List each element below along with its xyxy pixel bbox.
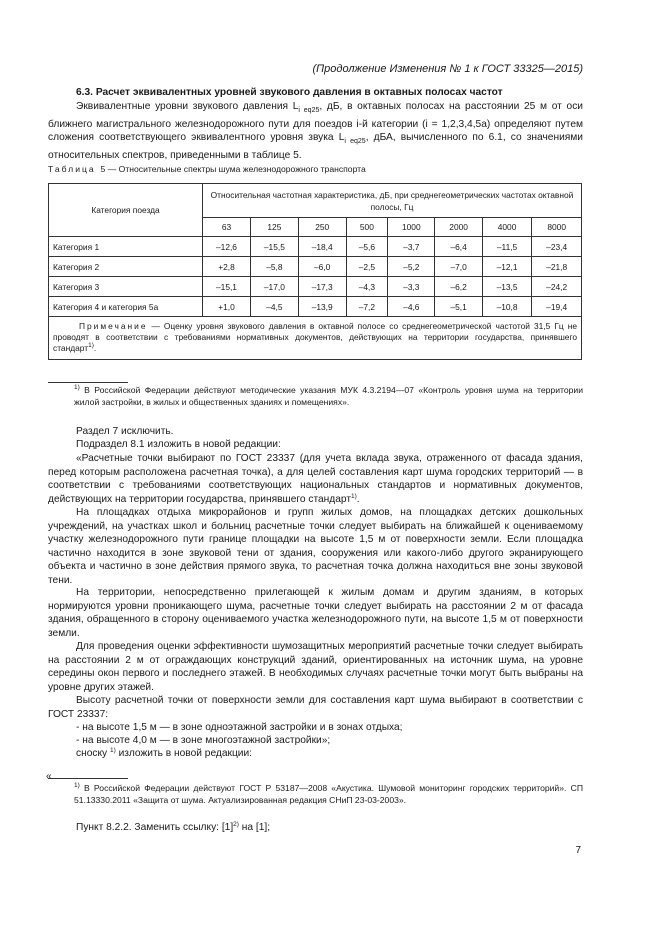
freq-header: 125	[250, 218, 298, 237]
section-title: 6.3. Расчет эквивалентных уровней звукового давления в октавных полосах частот	[76, 87, 503, 98]
freq-header: 500	[346, 218, 388, 237]
table-row	[49, 237, 582, 257]
table-cell: –13,9	[298, 297, 346, 317]
row-category: Категория 1	[49, 237, 203, 257]
footnote-rule-2	[48, 778, 128, 779]
quote-open: «	[46, 771, 52, 782]
table-cell: –5,2	[388, 257, 435, 277]
col-header-category: Категория поезда	[49, 184, 203, 237]
table-cell: –21,8	[532, 257, 582, 277]
table-body	[49, 237, 582, 317]
table-row	[49, 277, 582, 297]
row-category: Категория 2	[49, 257, 203, 277]
line-section-7: Раздел 7 исключить.	[76, 426, 174, 437]
table-cell: +1,0	[203, 297, 251, 317]
table-cell: –4,6	[388, 297, 435, 317]
table-cell: –18,4	[298, 237, 346, 257]
spectra-table	[48, 183, 582, 360]
freq-header: 8000	[532, 218, 582, 237]
last-line: Пункт 8.2.2. Заменить ссылку: $[1]^{2)}$ на [1];	[76, 821, 271, 833]
table-cell: –3,7	[388, 237, 435, 257]
table-cell: –17,3	[298, 277, 346, 297]
list-item-1: - на высоте 1,5 м — в зоне одноэтажной застройки и в зонах отдыха;	[76, 722, 403, 733]
freq-header: 250	[298, 218, 346, 237]
table-cell: –5,6	[346, 237, 388, 257]
table-cell: –12,1	[482, 257, 532, 277]
footnote-2: $^{1)}$ В Российской Федерации действуют ГОСТ Р 53187—2008 «Акустика. Шумовой мониторинг городских территорий». СП 51.13330.2011 «Защита от шума. Актуализированная редакция СНиП 23-03-2003».	[74, 782, 583, 805]
table-row	[49, 257, 582, 277]
table-caption: Таблица 5 — Относительные спектры шума железнодорожного транспорта	[48, 164, 366, 174]
list-item-2: - на высоте 4,0 м — в зоне многоэтажной застройки»;	[76, 735, 331, 746]
table-cell: –15,1	[203, 277, 251, 297]
table-cell: +2,8	[203, 257, 251, 277]
footnote-rule	[48, 382, 128, 383]
col-header-group: Относительная частотная характеристика, дБ, при среднегеометрических частотах октавной полосы, Гц	[203, 184, 582, 218]
table-cell: –11,5	[482, 237, 532, 257]
table-cell: –13,5	[482, 277, 532, 297]
table-row	[49, 297, 582, 317]
paragraph-7: Высоту расчетной точки от поверхности земли для составления карт шума выбирают в соответствии с ГОСТ 23337:	[48, 695, 583, 720]
row-category: Категория 4 и категория 5а	[49, 297, 203, 317]
paragraph-4: На площадках отдыха микрорайонов и групп жилых домов, на площадках детских дошкольных учреждений, на участках школ и больниц расчетные точки следует выбирать на ближайшей к оцениваемому участку железнодорожного пути границе площадки на высоте 1,5 м от поверхности земли. Если площадка частично находится в зоне звуковой тени от здания, сооружения или какого-либо другого экранирующего объекта и частично в зоне действия прямого звука, то расчетная точка должна находиться вне зоны звуковой тени.	[48, 507, 583, 586]
paragraph-5: На территории, непосредственно прилегающей к жилым домам и другим зданиям, в которых нормируются уровни проникающего шума, расчетные точки следует выбирать на расстоянии 2 м от фасада здания, обращенного в сторону оцениваемого участка железнодорожного пути, на высоте 1,5 м от поверхности земли.	[48, 587, 583, 639]
table-cell: –6,4	[435, 237, 482, 257]
table-cell: –5,1	[435, 297, 482, 317]
table-cell: –5,8	[250, 257, 298, 277]
table-cell: –23,4	[532, 237, 582, 257]
freq-header: 1000	[388, 218, 435, 237]
row-category: Категория 3	[49, 277, 203, 297]
table-cell: –7,0	[435, 257, 482, 277]
freq-header: 63	[203, 218, 251, 237]
table-cell: –24,2	[532, 277, 582, 297]
table-cell: –3,3	[388, 277, 435, 297]
footnote-1: $^{1)}$ В Российской Федерации действуют методические указания МУК 4.3.2194—07 «Контроль уровня шума на территории жилой застройки, в жилых и общественных зданиях и помещениях».	[74, 384, 583, 407]
running-header: (Продолжение Изменения № 1 к ГОСТ 33325—2015)	[312, 63, 583, 75]
table-cell: –15,5	[250, 237, 298, 257]
freq-header: 2000	[435, 218, 482, 237]
table-cell: –19,4	[532, 297, 582, 317]
table-cell: –6,2	[435, 277, 482, 297]
table-cell: –7,2	[346, 297, 388, 317]
section-paragraph: Эквивалентные уровни звукового давления $L_{i eq25}$, дБ, в октавных полосах на расстоянии 25 м от оси ближнего магистрального железнодорожного пути для поездов i-й категории (i = 1,2,3,4,5а) определяют путем сложения соответствующего эквивалентного уровня звука $L_{i eq25}$, дБА, вычисленного по 6.1, со значениями относительных спектров, приведенными в таблице 5.	[48, 101, 583, 161]
table-cell: –4,5	[250, 297, 298, 317]
table-cell: –10,8	[482, 297, 532, 317]
table-cell: –12,6	[203, 237, 251, 257]
table-note: Примечание — Оценку уровня звукового давления в октавной полосе со среднегеометрической частотой 31,5 Гц не проводят в соответствии с требованиями нормативных документов, действующих на территории государства, принявшего стандарт$^{1)}$.	[49, 317, 582, 360]
table-cell: –4,3	[346, 277, 388, 297]
freq-header: 4000	[482, 218, 532, 237]
list-item-3: сноску $^{1)}$ изложить в новой редакции:	[76, 747, 253, 759]
table-cell: –6,0	[298, 257, 346, 277]
paragraph-3: «Расчетные точки выбирают по ГОСТ 23337 (для учета вклада звука, отраженного от фасада здания, перед которым расположена расчетная точка), а для целей составления карт шума городских территорий — в соответствии с требованиями соответствующих национальных стандартов и нормативных документов, действующих на территории государства, принявшего стандарт$^{1)}$.	[48, 453, 583, 505]
line-subsection-81: Подраздел 8.1 изложить в новой редакции:	[76, 439, 281, 450]
page-number: 7	[575, 845, 581, 856]
paragraph-6: Для проведения оценки эффективности шумозащитных мероприятий расчетные точки следует выбирать на расстоянии 2 м от ограждающих конструкций зданий, ориентированных на источник шума, на уровне середины окон первого и последнего этажей. В необходимых случаях расчетные точки могут быть выбраны на уровне других этажей.	[48, 641, 583, 693]
table-cell: –17,0	[250, 277, 298, 297]
table-cell: –2,5	[346, 257, 388, 277]
